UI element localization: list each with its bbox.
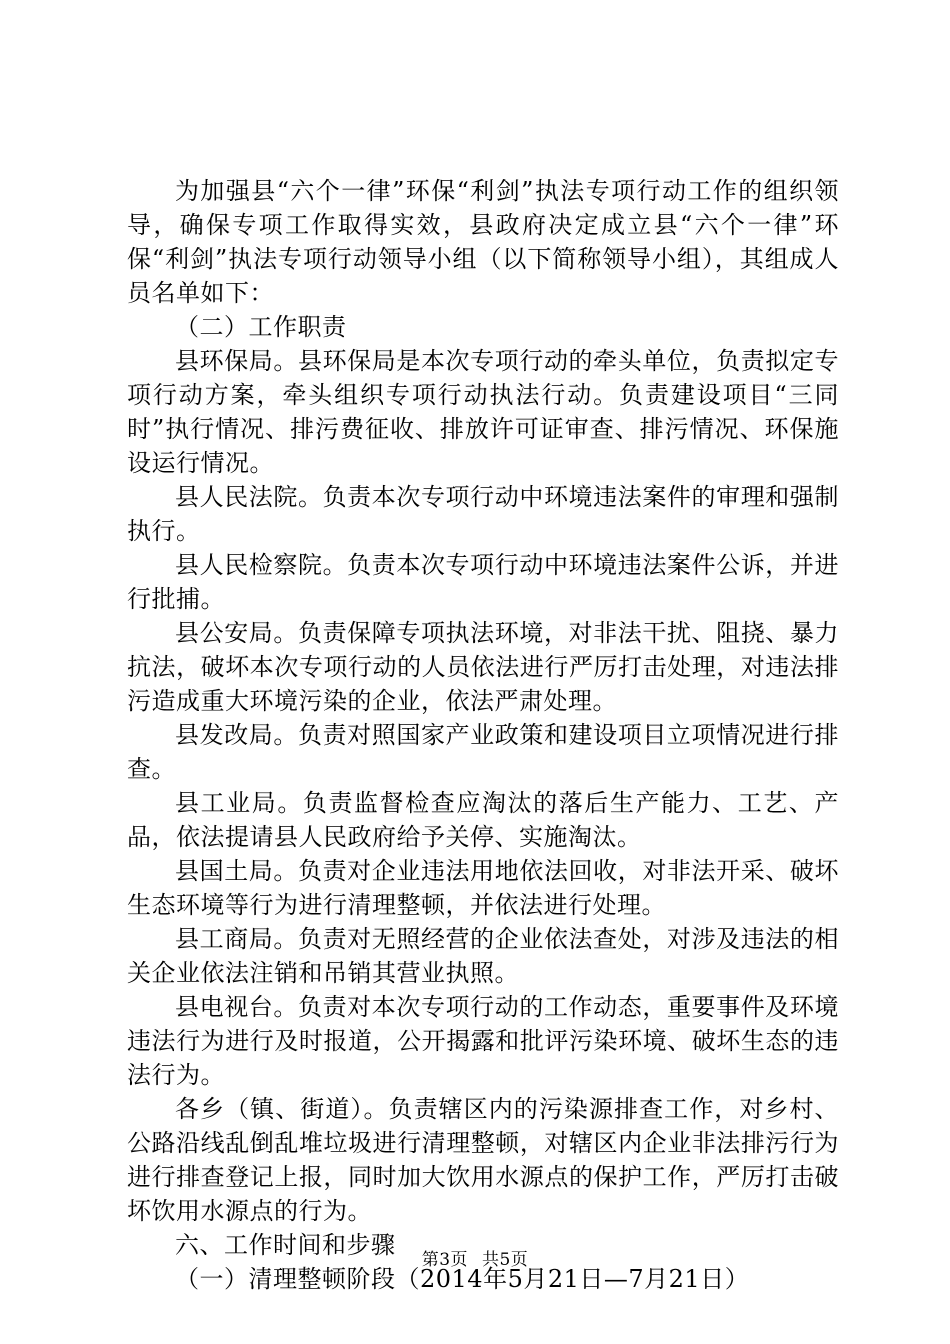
duty-paragraph-procuratorate: 县人民检察院。负责本次专项行动中环境违法案件公诉，并进行批捕。	[127, 551, 839, 613]
intro-paragraph: 为加强县“六个一律”环保“利剑”执法专项行动工作的组织领导，确保专项工作取得实效，县政府决定成立县“六个一律”环保“利剑”执法专项行动领导小组（以下简称领导小组），其组成人员名单如下：	[127, 177, 839, 307]
duty-paragraph-industry: 县工业局。负责监督检查应淘汰的落后生产能力、工艺、产品，依法提请县人民政府给予关停、实施淘汰。	[127, 789, 839, 851]
duty-paragraph-commerce: 县工商局。负责对无照经营的企业依法查处，对涉及违法的相关企业依法注销和吊销其营业执照。	[127, 925, 839, 987]
subsection-heading-rectification: （一）清理整顿阶段（2014年5月21日—7月21日）	[175, 1265, 750, 1293]
document-body	[127, 174, 839, 1296]
duty-paragraph-land-resources: 县国土局。负责对企业违法用地依法回收，对非法开采、破坏生态环境等行为进行清理整顿，并依法进行处理。	[127, 857, 839, 919]
duty-paragraph-public-security: 县公安局。负责保障专项执法环境，对非法干扰、阻挠、暴力抗法，破坏本次专项行动的人员依法进行严厉打击处理，对违法排污造成重大环境污染的企业，依法严肃处理。	[127, 619, 839, 715]
duty-paragraph-environment-bureau: 县环保局。县环保局是本次专项行动的牵头单位，负责拟定专项行动方案，牵头组织专项行动执法行动。负责建设项目“三同时”执行情况、排污费征收、排放许可证审查、排污情况、环保施设运行情况。	[127, 347, 839, 477]
section-heading-duties: （二）工作职责	[175, 313, 347, 341]
page-footer	[0, 1245, 950, 1270]
duty-paragraph-tv-station: 县电视台。负责对本次专项行动的工作动态，重要事件及环境违法行为进行及时报道，公开揭露和批评污染环境、破坏生态的违法行为。	[127, 993, 839, 1089]
section-heading-schedule: 六、工作时间和步骤	[175, 1231, 396, 1259]
duty-paragraph-court: 县人民法院。负责本次专项行动中环境违法案件的审理和强制执行。	[127, 483, 839, 545]
duty-paragraph-development-reform: 县发改局。负责对照国家产业政策和建设项目立项情况进行排查。	[127, 721, 839, 783]
duty-paragraph-townships: 各乡（镇、街道）。负责辖区内的污染源排查工作，对乡村、公路沿线乱倒乱堆垃圾进行清理整顿，对辖区内企业非法排污行为进行排查登记上报，同时加大饮用水源点的保护工作，严厉打击破坏饮用水源点的行为。	[127, 1095, 839, 1225]
page-total: 共5页	[481, 1250, 529, 1270]
page-number: 第3页	[421, 1250, 469, 1270]
